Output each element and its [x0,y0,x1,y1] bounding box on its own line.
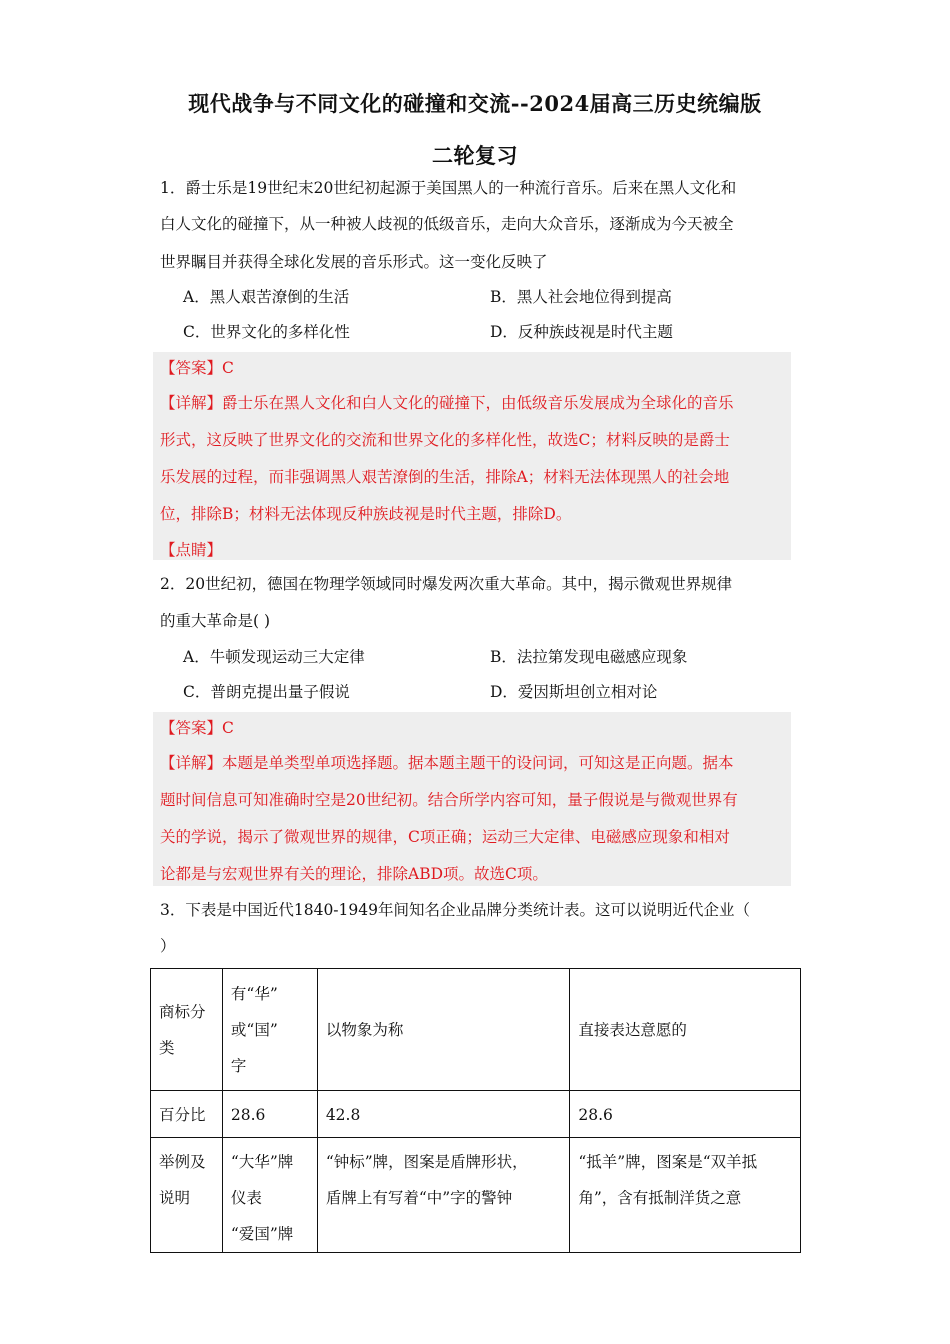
q2-detail-line1: 【详解】本题是单类型单项选择题。据本题主题干的设问词，可知这是正向题。据本 [160,754,734,772]
q3-stem-line1: 3．下表是中国近代1840-1949年间知名企业品牌分类统计表。这可以说明近代企业（ [160,901,750,919]
q1-stem-line3: 世界瞩目并获得全球化发展的音乐形式。这一变化反映了 [160,253,548,271]
cell-text: 仪表 [230,1189,262,1207]
cell-text: “爱国”牌 [230,1225,294,1243]
q1-option-b: B．黑人社会地位得到提高 [490,288,672,306]
table-cell-row3-c3 [570,1138,801,1253]
q2-option-b: B．法拉第发现电磁感应现象 [490,648,688,666]
cell-text: 或“国” [230,1020,278,1039]
cell-text: “抵羊”牌，图案是“双羊抵 [578,1153,758,1171]
q2-option-d: D．爱因斯坦创立相对论 [490,683,658,701]
brand-stat-table [150,968,801,1253]
cell-text: 42.8 [325,1106,361,1124]
q1-stem-line1: 1．爵士乐是19世纪末20世纪初起源于美国黑人的一种流行音乐。后来在黑人文化和 [160,179,737,197]
table-row [151,1138,801,1253]
table-cell-row1-c1 [222,969,317,1091]
table-cell-row3-c1 [222,1138,317,1253]
q1-option-d: D．反种族歧视是时代主题 [490,323,673,341]
cell-text: 类 [159,1038,175,1057]
table-cell-row2-c2 [317,1091,570,1138]
q2-detail-line4: 论都是与宏观世界有关的理论，排除ABD项。故选C项。 [160,865,548,883]
cell-text: 直接表达意愿的 [578,1020,687,1039]
cell-text: 28.6 [230,1106,266,1124]
cell-text: “大华”牌 [230,1153,294,1171]
doc-title-line2: 二轮复习 [432,143,518,168]
table-row [151,969,801,1091]
q1-detail-line4: 位，排除B；材料无法体现反种族歧视是时代主题，排除D。 [160,505,572,523]
cell-text: 商标分 [159,1002,206,1021]
cell-text: 说明 [159,1189,191,1207]
q2-detail-line3: 关的学说，揭示了微观世界的规律，C项正确；运动三大定律、电磁感应现象和相对 [160,828,730,846]
q1-detail-line2: 形式，这反映了世界文化的交流和世界文化的多样化性，故选C；材料反映的是爵士 [160,431,730,449]
table-cell-row2-c3 [570,1091,801,1138]
q2-option-a: A．牛顿发现运动三大定律 [183,648,365,666]
q2-answer: 【答案】C [160,719,234,737]
q1-detail-line1: 【详解】爵士乐在黑人文化和白人文化的碰撞下，由低级音乐发展成为全球化的音乐 [160,394,734,412]
doc-title-line1: 现代战争与不同文化的碰撞和交流--2024届高三历史统编版 [188,91,762,116]
cell-text: 字 [230,1056,247,1075]
table-row [151,1091,801,1138]
cell-text: 百分比 [159,1106,206,1124]
cell-text: 盾牌上有写着“中”字的警钟 [325,1189,513,1207]
cell-text: 角”，含有抵制洋货之意 [578,1189,742,1207]
q1-answer: 【答案】C [160,359,234,377]
q1-dianjing: 【点睛】 [160,541,223,559]
q2-detail-line2: 题时间信息可知准确时空是20世纪初。结合所学内容可知，量子假说是与微观世界有 [160,791,738,809]
cell-text: 28.6 [578,1106,613,1124]
cell-text: 以物象为称 [325,1020,404,1039]
table-cell-row3-c2 [317,1138,570,1253]
q1-option-c: C．世界文化的多样化性 [183,323,350,341]
cell-text: 举例及 [159,1153,206,1171]
cell-text: 有“华” [230,984,278,1003]
q1-option-a: A．黑人艰苦潦倒的生活 [183,288,350,306]
table-cell-row1-c2 [317,969,570,1091]
table-cell-row1-head [151,969,223,1091]
table-cell-row1-c3 [570,969,801,1091]
q2-option-c: C．普朗克提出量子假说 [183,683,350,701]
q1-stem-line2: 白人文化的碰撞下，从一种被人歧视的低级音乐，走向大众音乐，逐渐成为今天被全 [160,215,734,233]
q2-stem-line1: 2．20世纪初，德国在物理学领域同时爆发两次重大革命。其中，揭示微观世界规律 [160,575,733,593]
q1-answer-box [153,352,791,560]
table-cell-row2-c1 [222,1091,317,1138]
table-cell-row2-head [151,1091,223,1138]
table-cell-row3-head [151,1138,223,1253]
q1-detail-line3: 乐发展的过程，而非强调黑人艰苦潦倒的生活，排除A；材料无法体现黑人的社会地 [160,468,730,486]
q3-stem-line2: ） [160,937,176,955]
q2-stem-line2: 的重大革命是( ) [160,612,271,630]
cell-text: “钟标”牌，图案是盾牌形状， [325,1153,528,1171]
